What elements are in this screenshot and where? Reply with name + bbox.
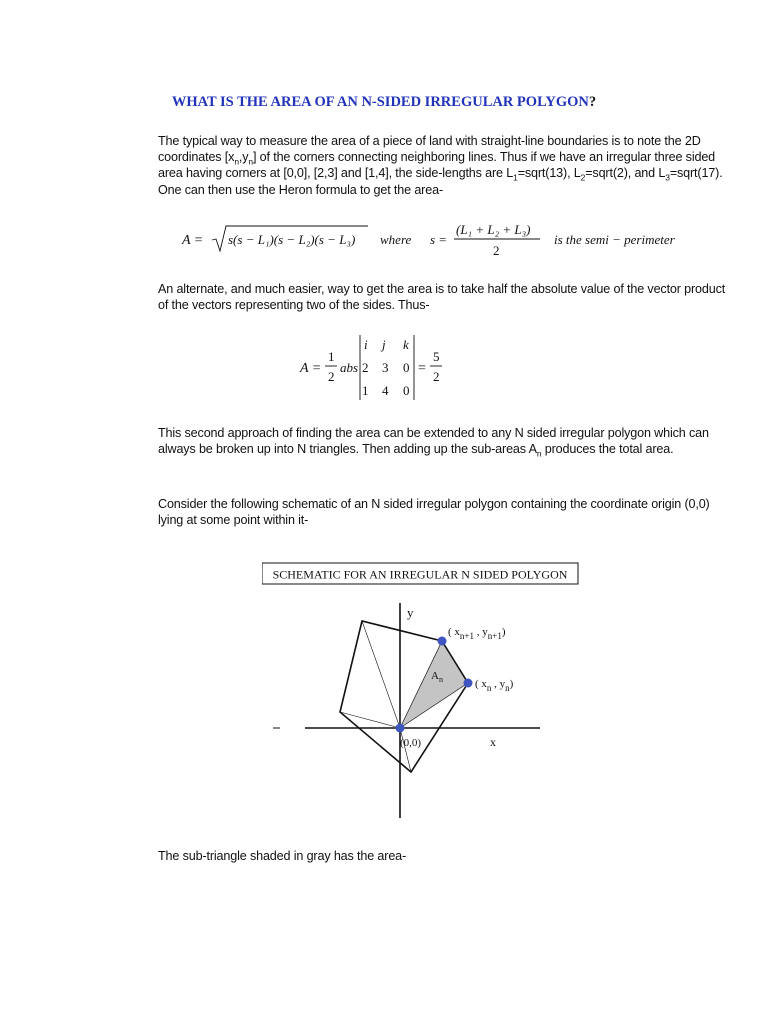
result-numerator: 5: [433, 349, 440, 364]
schematic-caption: SCHEMATIC FOR AN IRREGULAR N SIDED POLYGON: [272, 567, 568, 582]
p1-text-a: The typical way to measure the area of a piece of land with straight-line boundaries is to note the 2D coordinates [x: [158, 134, 701, 165]
pt1-open: ( x: [448, 626, 460, 638]
spoke-line-3: [400, 728, 411, 772]
origin-point: [396, 724, 405, 733]
shaded-sub-triangle: [400, 641, 468, 728]
p3-sub-n: n: [536, 448, 542, 459]
page-title: [0, 94, 768, 111]
y-axis-label: y: [407, 605, 414, 620]
heron-formula: [178, 218, 708, 260]
det-r2c3: 0: [403, 360, 410, 375]
x-axis-label: x: [490, 735, 496, 749]
extension-paragraph: [158, 425, 734, 457]
p1-text-e: =sqrt(17). One can then use the Heron formula to get the area-: [158, 166, 723, 197]
area-label-a: A: [431, 670, 439, 682]
det-r3c3: 0: [403, 383, 410, 398]
pt1-close: ): [501, 626, 506, 638]
sub-triangle-paragraph: The sub-triangle shaded in gray has the area-: [158, 849, 407, 863]
point-n-label: [475, 678, 514, 693]
p3-text-a: This second approach of finding the area can be extended to any N sided irregular polygon which can always be broken up into N triangles. Then adding up the sub-areas A: [158, 426, 709, 457]
cross-equals: =: [418, 361, 426, 376]
det-r1c1: i: [364, 337, 368, 352]
p1-text-d: =sqrt(2), and L: [585, 166, 666, 181]
pt2-xsub: n: [486, 683, 492, 693]
p3-text-b: produces the total area.: [541, 442, 674, 457]
p1-sub-n2: n: [248, 156, 253, 167]
p1-sub-2: 2: [580, 172, 586, 183]
pt1-ysub: n+1: [487, 631, 502, 641]
heron-denominator: 2: [493, 243, 500, 258]
cross-lhs: A =: [300, 361, 322, 376]
pt1-xsub: n+1: [459, 631, 474, 641]
result-denominator: 2: [433, 369, 440, 384]
p1-sub-1: 1: [513, 172, 518, 183]
p1-sub-3: 3: [665, 172, 670, 183]
heron-lhs: A =: [182, 233, 204, 248]
point-n: [464, 679, 473, 688]
pt2-ysub: n: [505, 683, 510, 693]
area-label-sub: n: [438, 675, 443, 684]
det-r1c2: j: [382, 337, 386, 352]
det-r2c2: 3: [382, 360, 389, 375]
spoke-line-1: [362, 621, 400, 728]
point-n-plus-1-label: [448, 626, 506, 641]
title-text: WHAT IS THE AREA OF AN N-SIDED IRREGULAR POLYGON: [171, 94, 589, 110]
abs-label: abs: [340, 360, 359, 375]
point-n-plus-1: [438, 637, 447, 646]
pt2-open: ( x: [475, 678, 487, 690]
p1-comma: ,y: [238, 150, 249, 165]
half-denominator: 2: [328, 369, 335, 384]
heron-s-eq: s =: [430, 232, 448, 247]
det-r3c1: 1: [362, 383, 369, 398]
polygon-outline: [340, 621, 468, 772]
title-question-mark: ?: [588, 94, 597, 110]
polygon-schematic: [262, 560, 582, 830]
p1-sub-n1: n: [234, 156, 239, 167]
pt2-sep: , y: [491, 678, 506, 690]
det-r2c1: 2: [362, 360, 369, 375]
heron-note: is the semi − perimeter: [554, 232, 675, 247]
p1-text-b: ] of the corners connecting neighboring lines. Thus if we have an irregular three sided area having corners at [0,0], [2,3] and [1,4], the side-lengths are L: [158, 150, 716, 181]
heron-where: where: [380, 232, 412, 247]
origin-label: (0,0): [400, 737, 422, 749]
half-numerator: 1: [328, 349, 335, 364]
heron-numerator: (L₁ + L₂ + L₃): [456, 222, 531, 237]
intro-paragraph: [158, 133, 734, 198]
p1-text-c: =sqrt(13), L: [517, 166, 581, 181]
pt2-close: ): [509, 678, 514, 690]
pt1-sep: , y: [474, 626, 488, 638]
heron-radicand: s(s − L₁)(s − L₂)(s − L₃): [228, 232, 356, 247]
det-r3c2: 4: [382, 383, 389, 398]
alternate-paragraph: An alternate, and much easier, way to get the area is to take half the absolute value of the vector product of the vectors representing two of the sides. Thus-: [158, 282, 726, 313]
cross-product-formula: [296, 330, 466, 406]
schematic-intro-paragraph: Consider the following schematic of an N sided irregular polygon containing the coordinate origin (0,0) lying at some point within it-: [158, 497, 710, 528]
det-r1c3: k: [403, 337, 409, 352]
